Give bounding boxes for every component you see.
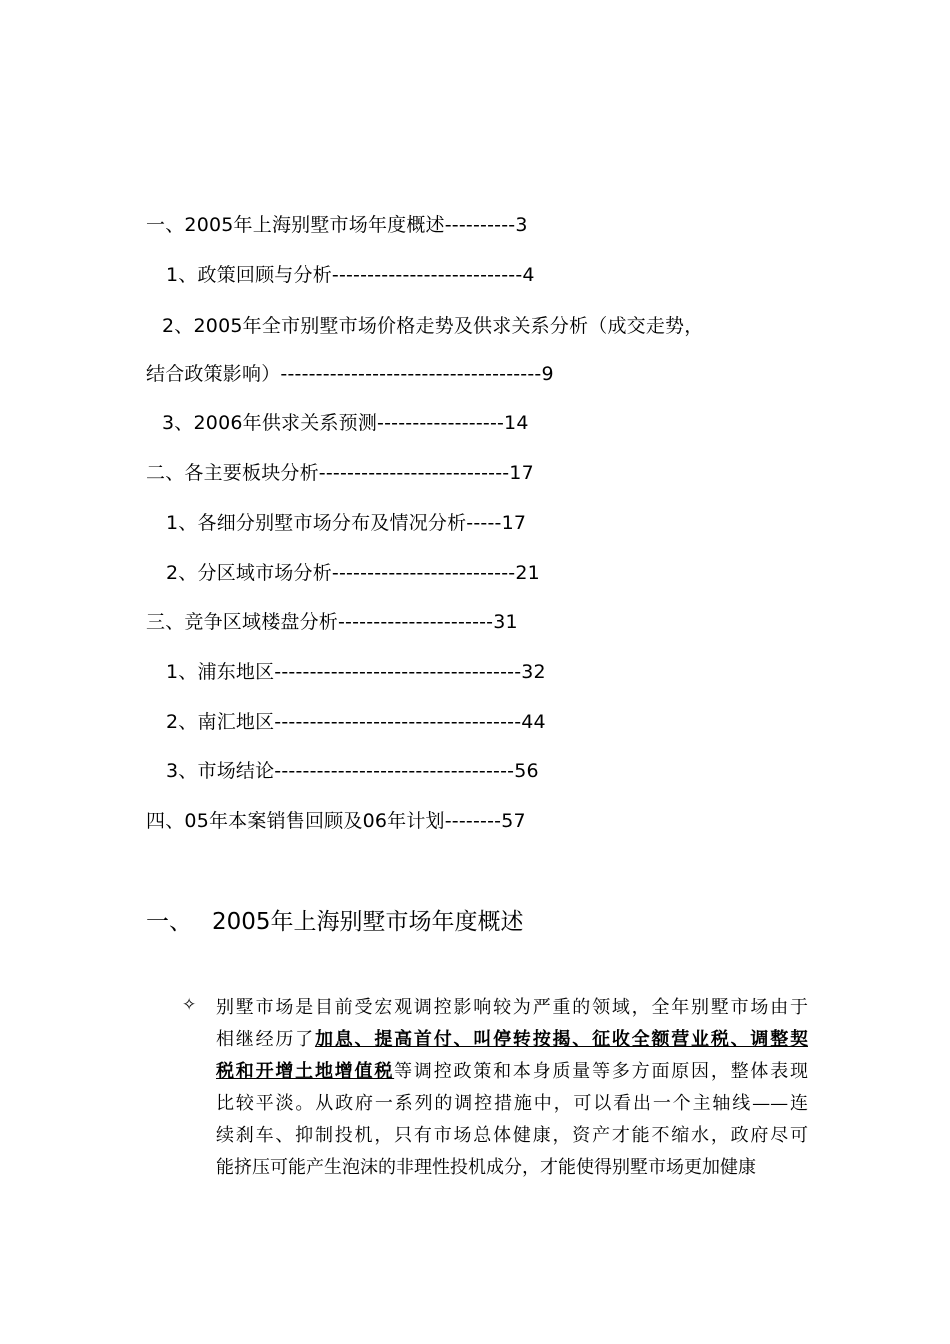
- paragraph-text: 相继经历了: [216, 1029, 315, 1050]
- toc-entry-3-3[interactable]: 3、市场结论----------------------------------56: [166, 760, 539, 782]
- toc-entry-1-2-cont[interactable]: 结合政策影响）-------------------------------------9: [146, 363, 554, 385]
- underlined-policy-text: 税和开增土地增值税: [216, 1061, 395, 1082]
- paragraph-line: [216, 1024, 808, 1056]
- paragraph-line: [216, 1056, 808, 1088]
- toc-entry-1[interactable]: 一、2005年上海别墅市场年度概述----------3: [146, 214, 528, 236]
- paragraph-line: 别墅市场是目前受宏观调控影响较为严重的领域，全年别墅市场由于: [216, 997, 808, 1018]
- toc-entry-1-3[interactable]: 3、2006年供求关系预测------------------14: [162, 412, 529, 434]
- paragraph-text: 等调控政策和本身质量等多方面原因，整体表现: [394, 1061, 809, 1082]
- section-title: 2005年上海别墅市场年度概述: [212, 909, 524, 935]
- section-number: 一、: [146, 909, 192, 935]
- toc-entry-3-2[interactable]: 2、南汇地区-----------------------------------44: [166, 711, 546, 733]
- toc-entry-1-2[interactable]: 2、2005年全市别墅市场价格走势及供求关系分析（成交走势，: [162, 315, 704, 337]
- toc-entry-4[interactable]: 四、05年本案销售回顾及06年计划--------57: [146, 810, 526, 832]
- paragraph-line: 续刹车、抑制投机，只有市场总体健康，资产才能不缩水，政府尽可: [216, 1125, 808, 1146]
- section-heading: [146, 906, 524, 938]
- toc-entry-2-2[interactable]: 2、分区域市场分析--------------------------21: [166, 562, 540, 584]
- toc-entry-2-1[interactable]: 1、各细分别墅市场分布及情况分析-----17: [166, 512, 527, 534]
- toc-entry-2[interactable]: 二、各主要板块分析---------------------------17: [146, 462, 534, 484]
- toc-entry-3[interactable]: 三、竞争区域楼盘分析----------------------31: [146, 611, 518, 633]
- toc-entry-1-1[interactable]: 1、政策回顾与分析---------------------------4: [166, 264, 535, 286]
- diamond-bullet-icon: ✧: [182, 995, 197, 1015]
- paragraph-line: 能挤压可能产生泡沫的非理性投机成分，才能使得别墅市场更加健康: [216, 1157, 756, 1178]
- underlined-policy-text: 加息、提高首付、叫停转按揭、征收全额营业税、调整契: [314, 1029, 809, 1050]
- toc-entry-3-1[interactable]: 1、浦东地区-----------------------------------32: [166, 661, 546, 683]
- body-paragraph: [216, 992, 808, 1184]
- paragraph-line: 比较平淡。从政府一系列的调控措施中，可以看出一个主轴线——连: [216, 1093, 808, 1114]
